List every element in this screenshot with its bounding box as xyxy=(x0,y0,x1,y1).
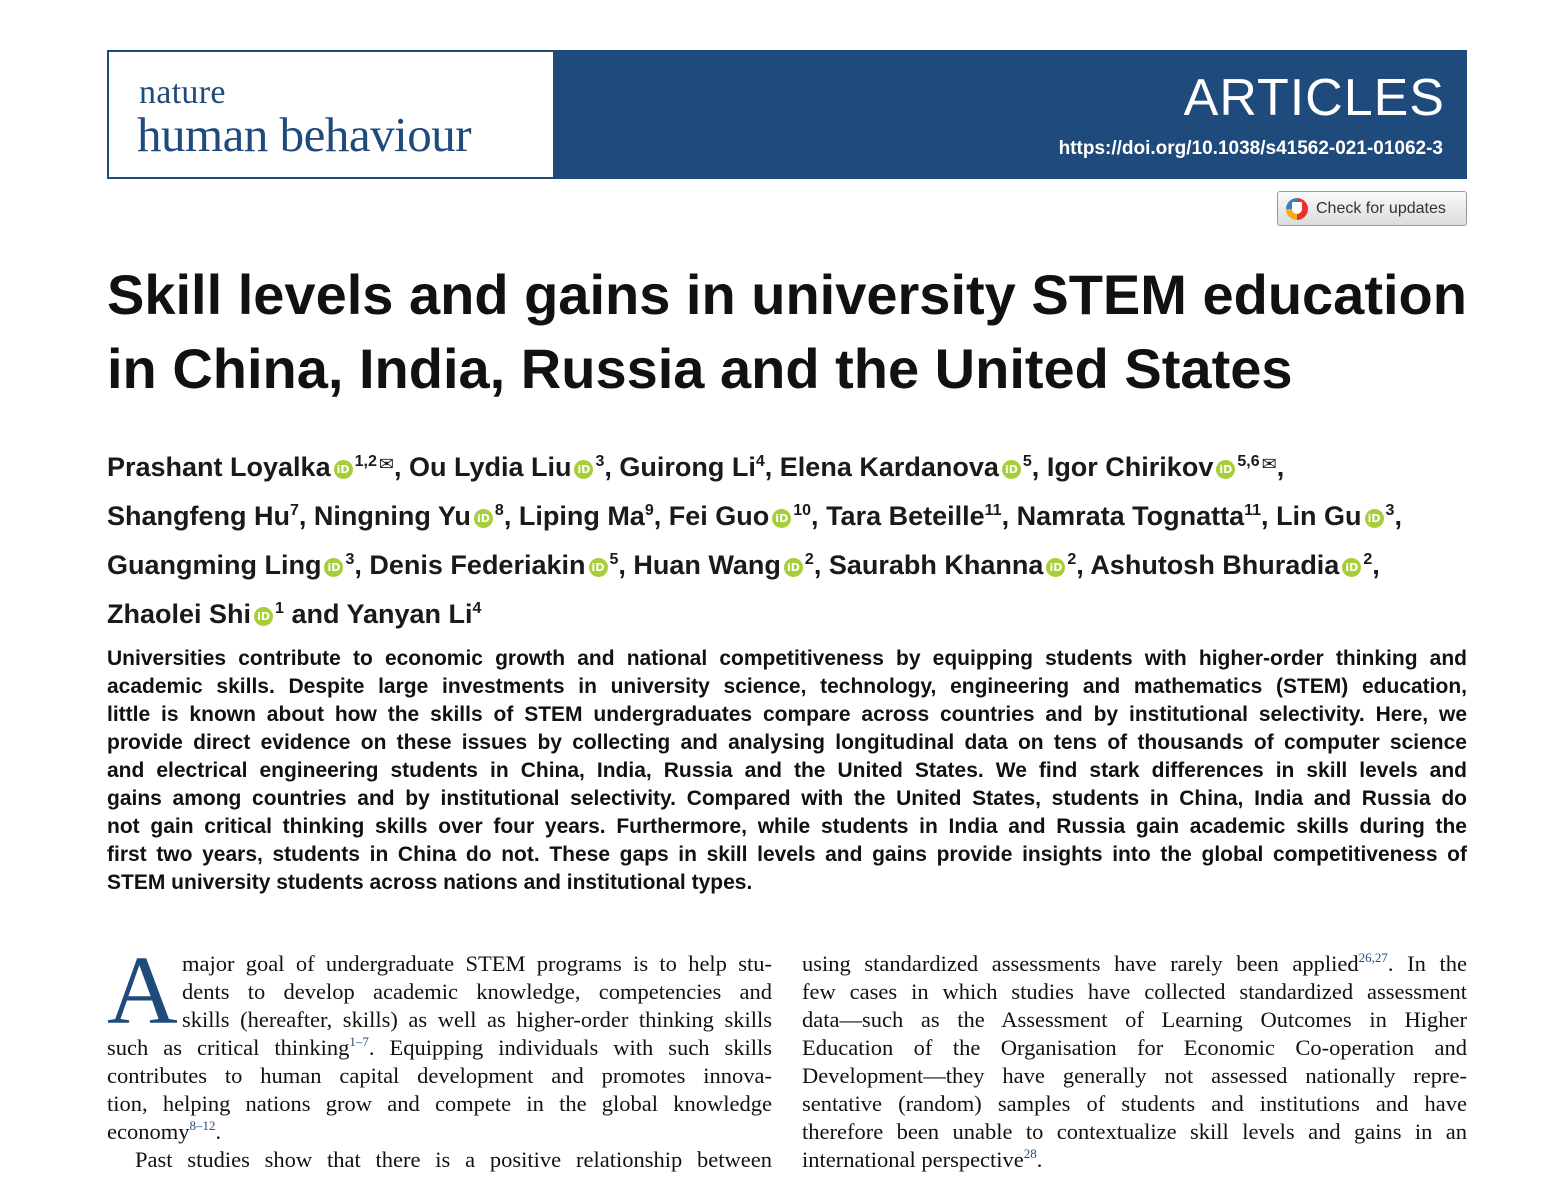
author-line: Guangming Ling iD $^3$, Denis Federiakin iD $^5$, Huan Wang iD $^2$, Saurabh Khanna iD $^2$, Ashutosh Bhuradia iD $^2$, xyxy=(107,550,1380,580)
affiliation-sup: 11 xyxy=(1244,502,1262,519)
author-name[interactable]: Ashutosh Bhuradia xyxy=(1090,550,1340,580)
citation-link[interactable]: 28 xyxy=(1023,1146,1037,1161)
affiliation-sup: 5,6 xyxy=(1237,453,1260,470)
author-name[interactable]: Ou Lydia Liu xyxy=(408,452,572,482)
abstract-line: little is known about how the skills of STEM undergraduates compare across countries and by institutional selectivity. Here, we xyxy=(107,703,1467,726)
check-for-updates-label: Check for updates xyxy=(1316,199,1446,217)
affiliation-sup: 3 xyxy=(595,453,605,470)
affiliation-sup: 4 xyxy=(472,600,482,617)
abstract-line: gains among countries and by institutional selectivity. Compared with the United States, students in China, India and Russia do xyxy=(107,787,1467,810)
citation-link[interactable]: 26,27 xyxy=(1358,950,1388,965)
author-name[interactable]: Elena Kardanova xyxy=(779,452,999,482)
orcid-icon[interactable]: iD xyxy=(784,558,803,577)
article-title xyxy=(107,258,1507,406)
citation-link[interactable]: 1–7 xyxy=(349,1034,369,1049)
orcid-icon[interactable]: iD xyxy=(589,558,608,577)
affiliation-sup: 8 xyxy=(494,502,504,519)
drop-cap: A xyxy=(107,937,178,1045)
body-line: dents to develop academic knowledge, competencies and xyxy=(182,979,772,1004)
article-title-line: in China, India, Russia and the United States xyxy=(107,337,1293,400)
body-text: economy xyxy=(107,1119,190,1144)
author-name[interactable]: Tara Beteille xyxy=(826,501,985,531)
abstract-line: Universities contribute to economic growth and national competitiveness by equipping students with higher-order thinking and xyxy=(107,647,1467,670)
body-line: therefore been unable to contextualize skill levels and gains in an xyxy=(802,1119,1467,1144)
author-line: Prashant Loyalka iD $^{1,2}$ ✉, Ou Lydia Liu iD $^3$, Guirong Li$^4$, Elena Kardanova iD $^5$, Igor Chirikov iD $^{5,6}$ ✉, xyxy=(107,452,1285,482)
author-line xyxy=(107,587,1487,636)
author-name[interactable]: Saurabh Khanna xyxy=(828,550,1044,580)
body-line: Past studies show that there is a positive relationship between xyxy=(135,1147,772,1172)
affiliation-sup: 11 xyxy=(984,502,1002,519)
body-line xyxy=(107,1118,772,1146)
body-line xyxy=(107,1034,772,1062)
author-name[interactable]: Huan Wang xyxy=(633,550,781,580)
author-name[interactable]: Lin Gu xyxy=(1276,501,1362,531)
orcid-icon[interactable]: iD xyxy=(334,460,353,479)
body-text: . xyxy=(1036,1147,1043,1172)
orcid-icon[interactable]: iD xyxy=(574,460,593,479)
body-line: major goal of undergraduate STEM programs is to help stu- xyxy=(182,951,772,976)
abstract-line: provide direct evidence on these issues by collecting and analysing longitudinal data on tens of thousands of computer science xyxy=(107,731,1467,754)
orcid-icon[interactable]: iD xyxy=(772,509,791,528)
journal-logo-title: human behaviour xyxy=(137,107,472,162)
abstract-line: not gain critical thinking skills over four years. Furthermore, while students in India and Russia gain academic skills during the xyxy=(107,815,1467,838)
crossmark-icon xyxy=(1286,198,1308,220)
check-for-updates-button[interactable] xyxy=(1277,191,1467,226)
body-line: sentative (random) samples of students and institutions and have xyxy=(802,1091,1467,1116)
orcid-icon[interactable]: iD xyxy=(1046,558,1065,577)
abstract-line: academic skills. Despite large investments in university science, technology, engineering and mathematics (STEM) education, xyxy=(107,675,1467,698)
author-conjunction: and xyxy=(291,599,340,629)
body-column-left xyxy=(107,937,772,1174)
body-text: such as critical thinking xyxy=(107,1035,350,1060)
abstract xyxy=(107,645,1467,897)
affiliation-sup: 3 xyxy=(1385,502,1395,519)
author-name[interactable]: Namrata Tognatta xyxy=(1016,501,1245,531)
body-line xyxy=(802,1146,1467,1174)
body-text: using standardized assessments have rarely been applied xyxy=(802,951,1359,976)
body-line: Education of the Organisation for Economic Co-operation and xyxy=(802,1035,1467,1060)
body-text: . In the xyxy=(1387,951,1467,976)
author-name[interactable]: Fei Guo xyxy=(668,501,770,531)
affiliation-sup: 2 xyxy=(1363,551,1373,568)
author-list xyxy=(107,440,1487,636)
citation-link[interactable]: 8–12 xyxy=(189,1118,216,1133)
body-column-right xyxy=(802,950,1467,1174)
affiliation-sup: 1,2 xyxy=(354,453,377,470)
abstract-line: first two years, students in China do not. These gaps in skill levels and gains provide insights into the global competitiveness of xyxy=(107,843,1467,866)
author-name[interactable]: Shangfeng Hu xyxy=(107,501,290,531)
orcid-icon[interactable]: iD xyxy=(1365,509,1384,528)
journal-logo[interactable] xyxy=(107,50,555,179)
journal-logo-nature: nature xyxy=(139,74,226,111)
body-line: data—such as the Assessment of Learning Outcomes in Higher xyxy=(802,1007,1467,1032)
body-line: skills (hereafter, skills) as well as higher-order thinking skills xyxy=(182,1007,772,1032)
author-name[interactable]: Yanyan Li xyxy=(346,599,473,629)
body-line xyxy=(802,950,1467,978)
body-line: contributes to human capital development and promotes innova- xyxy=(107,1063,772,1088)
abstract-line: and electrical engineering students in China, India, Russia and the United States. We find stark differences in skill levels and xyxy=(107,759,1467,782)
orcid-icon[interactable]: iD xyxy=(1002,460,1021,479)
abstract-line: STEM university students across nations and institutional types. xyxy=(107,871,753,894)
author-name[interactable]: Guangming Ling xyxy=(107,550,322,580)
affiliation-sup: 10 xyxy=(793,502,812,519)
author-name[interactable]: Igor Chirikov xyxy=(1046,452,1214,482)
journal-banner xyxy=(107,50,1467,179)
email-icon[interactable]: ✉ xyxy=(378,454,394,475)
body-text: . Equipping individuals with such skills xyxy=(368,1035,772,1060)
body-text: . xyxy=(215,1119,222,1144)
affiliation-sup: 2 xyxy=(804,551,814,568)
doi-link[interactable]: https://doi.org/10.1038/s41562-021-01062-3 xyxy=(1058,138,1443,159)
author-name[interactable]: Guirong Li xyxy=(619,452,756,482)
orcid-icon[interactable]: iD xyxy=(1342,558,1361,577)
affiliation-sup: 7 xyxy=(290,502,299,519)
article-title-line: Skill levels and gains in university STEM education xyxy=(107,263,1467,326)
author-name[interactable]: Liping Ma xyxy=(518,501,645,531)
affiliation-sup: 9 xyxy=(644,502,654,519)
affiliation-sup: 4 xyxy=(755,453,765,470)
email-icon[interactable]: ✉ xyxy=(1261,454,1277,475)
author-name[interactable]: Zhaolei Shi xyxy=(107,599,252,629)
orcid-icon[interactable]: iD xyxy=(254,607,273,626)
affiliation-sup: 3 xyxy=(345,551,355,568)
author-name[interactable]: Prashant Loyalka xyxy=(107,452,331,482)
author-name[interactable]: Ningning Yu xyxy=(313,501,471,531)
section-label: ARTICLES xyxy=(1183,69,1445,127)
orcid-icon[interactable]: iD xyxy=(324,558,343,577)
body-line: few cases in which studies have collected standardized assessment xyxy=(802,979,1467,1004)
affiliation-sup: 2 xyxy=(1067,551,1077,568)
author-name[interactable]: Denis Federiakin xyxy=(369,550,586,580)
body-line: tion, helping nations grow and compete in the global knowledge xyxy=(107,1091,772,1116)
orcid-icon[interactable]: iD xyxy=(474,509,493,528)
orcid-icon[interactable]: iD xyxy=(1216,460,1235,479)
affiliation-sup: 5 xyxy=(1022,453,1032,470)
body-text: international perspective xyxy=(802,1147,1024,1172)
affiliation-sup: 5 xyxy=(609,551,619,568)
body-line: Development—they have generally not assessed nationally repre- xyxy=(802,1063,1467,1088)
affiliation-sup: 1 xyxy=(275,600,284,617)
author-line: Shangfeng Hu$^7$, Ningning Yu iD $^8$, Liping Ma$^9$, Fei Guo iD $^{10}$, Tara Beteille$^{11}$, Namrata Tognatta$^{11}$, Lin Gu iD $^3$, xyxy=(107,501,1402,531)
